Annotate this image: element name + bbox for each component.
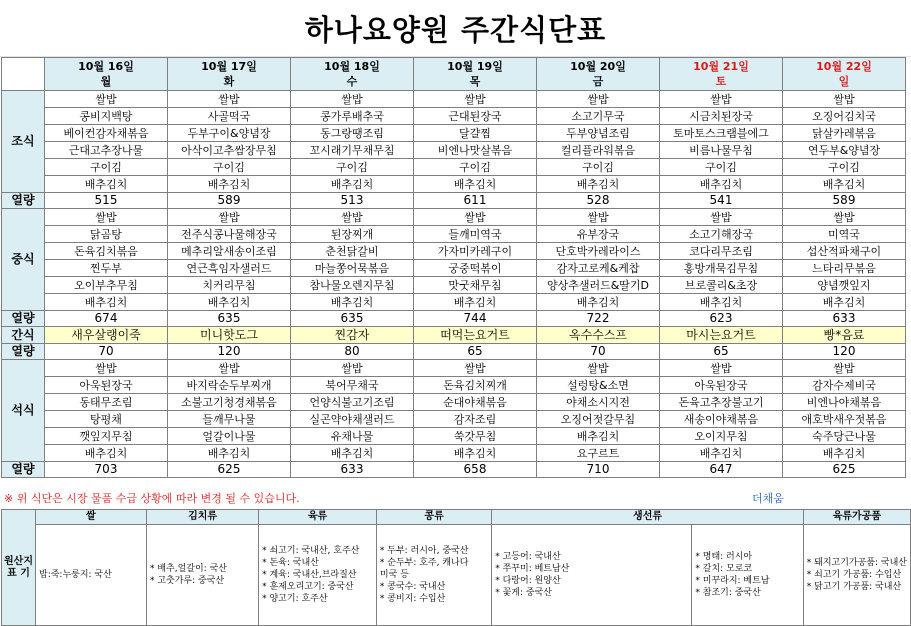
menu-item: 콩비지백탕 <box>45 108 168 125</box>
origin-line: * 닭고기 가공품: 국내산 <box>806 582 902 592</box>
origin-line: 밥:죽:누룽지: 국산 <box>39 570 112 580</box>
day-header <box>783 58 906 91</box>
origin-line: * 배추,얼갈이: 국산 <box>149 564 227 574</box>
menu-item: 사골떡국 <box>168 108 291 125</box>
day-date: 10월 20일 <box>570 60 626 73</box>
origin-line: * 미꾸라지: 베트남 <box>695 576 770 586</box>
menu-item: 배추김치 <box>45 176 168 193</box>
day-date: 10월 22일 <box>816 60 872 73</box>
calories-value: 589 <box>168 193 291 209</box>
menu-item: 구이김 <box>537 159 660 176</box>
origin-header: 김치류 <box>146 510 258 525</box>
origin-line: * 양고기: 호주산 <box>262 594 328 604</box>
menu-item: 실곤약야채샐러드 <box>291 411 414 428</box>
corner-cell <box>2 58 45 91</box>
menu-item: 메추리알새송이조림 <box>168 243 291 260</box>
menu-item: 마늘쫑어묵볶음 <box>291 260 414 277</box>
snack-item: 마시는요거트 <box>660 327 783 344</box>
menu-item: 돈육김치볶음 <box>45 243 168 260</box>
day-of-week: 월 <box>100 75 112 88</box>
day-date: 10월 19일 <box>447 60 503 73</box>
menu-item: 베이컨감자채볶음 <box>45 125 168 142</box>
menu-item: 비엔나야채볶음 <box>783 394 906 411</box>
menu-item: 닭살카레볶음 <box>783 125 906 142</box>
day-header <box>168 58 291 91</box>
day-header <box>45 58 168 91</box>
menu-item: 토마토스크램블에그 <box>660 125 783 142</box>
dinner-label: 석식 <box>2 360 45 462</box>
breakfast-row <box>2 159 906 176</box>
lunch-row <box>2 226 906 243</box>
menu-item: 설렁탕&소면 <box>537 377 660 394</box>
calories-value: 65 <box>414 344 537 360</box>
menu-item: 양념깻잎지 <box>783 277 906 294</box>
menu-item: 쌀밥 <box>45 91 168 108</box>
menu-item: 비름나물무침 <box>660 142 783 159</box>
menu-item: 찐두부 <box>45 260 168 277</box>
menu-item: 야채소시지전 <box>537 394 660 411</box>
menu-item: 소불고기청경채볶음 <box>168 394 291 411</box>
menu-item: 구이김 <box>291 159 414 176</box>
menu-item: 깻잎지무침 <box>45 428 168 445</box>
menu-item: 가자미카레구이 <box>414 243 537 260</box>
dinner-row <box>2 377 906 394</box>
origin-cell <box>803 525 910 626</box>
origin-header: 쌀 <box>36 510 147 525</box>
calories-label: 열량 <box>2 193 45 209</box>
origin-cell <box>376 525 491 626</box>
menu-item: 홍방개묵김무침 <box>660 260 783 277</box>
calories-value: 744 <box>414 311 537 327</box>
snack-item: 미니핫도그 <box>168 327 291 344</box>
menu-item: 쌀밥 <box>168 91 291 108</box>
calories-value: 513 <box>291 193 414 209</box>
menu-item: 아욱된장국 <box>45 377 168 394</box>
menu-item: 닭곰탕 <box>45 226 168 243</box>
menu-item: 바지락순두부찌개 <box>168 377 291 394</box>
menu-item: 배추김치 <box>414 445 537 462</box>
origin-line: * 쇠고기: 국내산, 호주산 <box>262 546 360 556</box>
day-of-week: 토 <box>715 75 727 88</box>
menu-item: 꼬시래기무채무침 <box>291 142 414 159</box>
day-date: 10월 18일 <box>324 60 380 73</box>
calories-label: 열량 <box>2 462 45 478</box>
menu-item: 브로콜리&초장 <box>660 277 783 294</box>
menu-item: 소고기무국 <box>537 108 660 125</box>
day-of-week: 목 <box>469 75 481 88</box>
dinner-row <box>2 445 906 462</box>
origin-header: 육류 <box>259 510 377 525</box>
day-header <box>660 58 783 91</box>
menu-item: 컬리플라워볶음 <box>537 142 660 159</box>
calories-value: 120 <box>168 344 291 360</box>
origin-line: * 쭈꾸미: 베트남산 <box>495 564 570 574</box>
calories-value: 625 <box>783 462 906 478</box>
menu-item: 언양식불고기조림 <box>291 394 414 411</box>
menu-item: 배추김치 <box>660 294 783 311</box>
menu-item: 근대고추장나물 <box>45 142 168 159</box>
day-header <box>537 58 660 91</box>
day-of-week: 수 <box>346 75 358 88</box>
origin-cell <box>146 525 258 626</box>
calories-value: 633 <box>291 462 414 478</box>
calories-value: 635 <box>168 311 291 327</box>
day-date: 10월 17일 <box>201 60 257 73</box>
menu-item: 쌀밥 <box>660 209 783 226</box>
lunch-calories-row <box>2 311 906 327</box>
menu-item: 새송이야채볶음 <box>660 411 783 428</box>
menu-item: 연근흑임자샐러드 <box>168 260 291 277</box>
menu-item: 쌀밥 <box>45 209 168 226</box>
day-header-row <box>2 58 906 91</box>
menu-item: 숙주당근나물 <box>783 428 906 445</box>
snack-label: 간식 <box>2 327 45 344</box>
menu-item: 오징어젓갈무침 <box>537 411 660 428</box>
menu-item: 맛굿채무침 <box>414 277 537 294</box>
day-header <box>291 58 414 91</box>
menu-item: 쌀밥 <box>291 360 414 377</box>
menu-item: 구이김 <box>45 159 168 176</box>
menu-item: 오이부추무침 <box>45 277 168 294</box>
origin-content-row <box>2 525 911 626</box>
menu-item: 동태무조림 <box>45 394 168 411</box>
menu-item: 배추김치 <box>783 176 906 193</box>
origin-line: * 돈육: 국내산 <box>262 558 319 568</box>
origin-line: * 콩국수: 국내산 <box>379 582 446 592</box>
menu-item: 배추김치 <box>168 176 291 193</box>
snack-item: 옥수수스프 <box>537 327 660 344</box>
menu-item: 돈육김치찌개 <box>414 377 537 394</box>
menu-item: 쌀밥 <box>45 360 168 377</box>
calories-value: 658 <box>414 462 537 478</box>
calories-value: 541 <box>660 193 783 209</box>
origin-label: 원산지 표 기 <box>2 510 36 626</box>
origin-cell <box>492 525 692 626</box>
menu-item: 단호박카레라이스 <box>537 243 660 260</box>
origin-line: * 꽃게: 중국산 <box>495 588 552 598</box>
menu-item: 얼갈이나물 <box>168 428 291 445</box>
origin-header: 콩류 <box>376 510 491 525</box>
calories-value: 528 <box>537 193 660 209</box>
menu-item: 동그랑땡조림 <box>291 125 414 142</box>
menu-item: 두부양념조림 <box>537 125 660 142</box>
menu-item: 쌀밥 <box>783 360 906 377</box>
lunch-row <box>2 277 906 294</box>
menu-item: 쌀밥 <box>660 360 783 377</box>
menu-item: 배추김치 <box>291 445 414 462</box>
menu-item: 쌀밥 <box>168 209 291 226</box>
snack-item: 새우살랭이죽 <box>45 327 168 344</box>
menu-item: 근대된장국 <box>414 108 537 125</box>
menu-item: 된장찌개 <box>291 226 414 243</box>
menu-item: 쌀밥 <box>537 209 660 226</box>
day-date: 10월 16일 <box>78 60 134 73</box>
menu-item: 쌀밥 <box>168 360 291 377</box>
menu-item: 들깨미역국 <box>414 226 537 243</box>
calories-value: 120 <box>783 344 906 360</box>
day-date: 10월 21일 <box>693 60 749 73</box>
menu-item: 배추김치 <box>414 176 537 193</box>
menu-item: 요구르트 <box>537 445 660 462</box>
menu-item: 쌀밥 <box>537 91 660 108</box>
menu-item: 배추김치 <box>168 294 291 311</box>
origin-line: * 명태: 러시아 <box>695 552 753 562</box>
calories-value: 674 <box>45 311 168 327</box>
menu-item: 달걀찜 <box>414 125 537 142</box>
menu-item: 춘천닭갈비 <box>291 243 414 260</box>
day-header <box>414 58 537 91</box>
origin-header: 생선류 <box>492 510 804 525</box>
menu-item: 전주식콩나물해장국 <box>168 226 291 243</box>
origin-line: * 계육: 국내산,브라질산 <box>262 570 357 580</box>
menu-item: 쌀밥 <box>660 91 783 108</box>
snack-row <box>2 327 906 344</box>
calories-value: 70 <box>45 344 168 360</box>
menu-item: 배추김치 <box>414 294 537 311</box>
menu-item: 궁중떡볶이 <box>414 260 537 277</box>
breakfast-row <box>2 108 906 125</box>
origin-line: * 훈제오리고기: 중국산 <box>262 582 354 592</box>
dinner-calories-row <box>2 462 906 478</box>
menu-item: 아욱된장국 <box>660 377 783 394</box>
origin-cell <box>36 525 147 626</box>
menu-item: 치커리무침 <box>168 277 291 294</box>
sheet-gridline <box>0 56 911 57</box>
calories-label: 열량 <box>2 311 45 327</box>
dinner-row <box>2 394 906 411</box>
menu-item: 배추김치 <box>168 445 291 462</box>
menu-item: 배추김치 <box>660 176 783 193</box>
menu-item: 비엔나맛살볶음 <box>414 142 537 159</box>
day-of-week: 일 <box>838 75 850 88</box>
breakfast-row <box>2 176 906 193</box>
origin-line: * 고춧가루: 중국산 <box>149 576 225 586</box>
menu-item: 두부구이&양념장 <box>168 125 291 142</box>
menu-item: 들깨무나물 <box>168 411 291 428</box>
change-notice: ※ 위 식단은 시장 물품 수급 상황에 따라 변경 될 수 있습니다. <box>4 492 300 505</box>
lunch-label: 중식 <box>2 209 45 311</box>
lunch-row <box>2 209 906 226</box>
origin-table <box>1 509 911 626</box>
menu-item: 양상추샐러드&딸기D <box>537 277 660 294</box>
menu-item: 배추김치 <box>45 294 168 311</box>
weekly-menu-table <box>1 57 906 478</box>
menu-item: 쌀밥 <box>414 91 537 108</box>
breakfast-row <box>2 125 906 142</box>
calories-value: 589 <box>783 193 906 209</box>
breakfast-row <box>2 91 906 108</box>
calories-value: 80 <box>291 344 414 360</box>
snack-calories-row <box>2 344 906 360</box>
calories-label: 열량 <box>2 344 45 360</box>
menu-item: 느타리무볶음 <box>783 260 906 277</box>
menu-item: 쌀밥 <box>537 360 660 377</box>
origin-cell <box>692 525 803 626</box>
origin-line: * 고등어: 국내산 <box>495 552 561 562</box>
origin-header-row <box>2 510 911 525</box>
day-of-week: 화 <box>223 75 235 88</box>
menu-item: 시금치된장국 <box>660 108 783 125</box>
menu-item: 배추김치 <box>660 445 783 462</box>
menu-item: 배추김치 <box>291 176 414 193</box>
menu-item: 연두부&양념장 <box>783 142 906 159</box>
menu-item: 오징어김치국 <box>783 108 906 125</box>
origin-line: * 순두부: 호주, 캐나다 <box>379 558 469 568</box>
snack-item: 빵*음료 <box>783 327 906 344</box>
breakfast-calories-row <box>2 193 906 209</box>
menu-item: 오이지무침 <box>660 428 783 445</box>
calories-value: 722 <box>537 311 660 327</box>
menu-item: 쌀밥 <box>783 209 906 226</box>
menu-item: 쑥갓무침 <box>414 428 537 445</box>
page-title: 하나요양원 주간식단표 <box>0 0 911 57</box>
menu-item: 구이김 <box>168 159 291 176</box>
origin-line: * 갈치: 모로코 <box>695 564 753 574</box>
calories-value: 623 <box>660 311 783 327</box>
snack-item: 찐감자 <box>291 327 414 344</box>
breakfast-row <box>2 142 906 159</box>
menu-item: 배추김치 <box>783 294 906 311</box>
calories-value: 611 <box>414 193 537 209</box>
menu-item: 쌀밥 <box>414 360 537 377</box>
calories-value: 633 <box>783 311 906 327</box>
menu-item: 쌀밥 <box>783 91 906 108</box>
menu-item: 돈육고추장불고기 <box>660 394 783 411</box>
menu-item: 배추김치 <box>783 445 906 462</box>
origin-line: * 콩비지: 수입산 <box>379 594 446 604</box>
menu-item: 감자고로케&케찹 <box>537 260 660 277</box>
calories-value: 635 <box>291 311 414 327</box>
calories-value: 65 <box>660 344 783 360</box>
menu-item: 배추김치 <box>45 445 168 462</box>
lunch-row <box>2 243 906 260</box>
origin-line: * 두부: 러시아, 중국산 <box>379 546 469 556</box>
menu-item: 구이김 <box>414 159 537 176</box>
dinner-row <box>2 360 906 377</box>
menu-item: 감자수제비국 <box>783 377 906 394</box>
calories-value: 647 <box>660 462 783 478</box>
calories-value: 70 <box>537 344 660 360</box>
dinner-row <box>2 411 906 428</box>
menu-item: 유채나물 <box>291 428 414 445</box>
calories-value: 710 <box>537 462 660 478</box>
menu-item: 코다리무조림 <box>660 243 783 260</box>
menu-item: 쌀밥 <box>291 91 414 108</box>
menu-item: 배추김치 <box>291 294 414 311</box>
lunch-row <box>2 294 906 311</box>
menu-item: 북어무채국 <box>291 377 414 394</box>
menu-item: 배추김치 <box>537 428 660 445</box>
origin-line: 미국 등 <box>379 570 409 580</box>
menu-item: 쌀밥 <box>414 209 537 226</box>
menu-item: 구이김 <box>660 159 783 176</box>
menu-item: 감자조림 <box>414 411 537 428</box>
day-of-week: 금 <box>592 75 604 88</box>
menu-item: 쌀밥 <box>291 209 414 226</box>
menu-item: 아삭이고추쌈장무침 <box>168 142 291 159</box>
menu-item: 소고기해장국 <box>660 226 783 243</box>
origin-line: * 쇠고기 가공품: 수입산 <box>806 570 902 580</box>
menu-item: 애호박새우젓볶음 <box>783 411 906 428</box>
menu-item: 미역국 <box>783 226 906 243</box>
calories-value: 703 <box>45 462 168 478</box>
origin-header: 육류가공품 <box>803 510 910 525</box>
lunch-row <box>2 260 906 277</box>
snack-item: 떠먹는요거트 <box>414 327 537 344</box>
more-link[interactable]: 더채움 <box>752 492 784 505</box>
origin-line: * 참조기: 중국산 <box>695 588 761 598</box>
menu-item: 배추김치 <box>537 176 660 193</box>
menu-item: 참나물오렌지무침 <box>291 277 414 294</box>
dinner-row <box>2 428 906 445</box>
origin-line: * 다랑어: 원양산 <box>495 576 561 586</box>
menu-item: 탕평채 <box>45 411 168 428</box>
menu-item: 유부장국 <box>537 226 660 243</box>
menu-item: 배추김치 <box>537 294 660 311</box>
calories-value: 515 <box>45 193 168 209</box>
menu-item: 순대야채볶음 <box>414 394 537 411</box>
origin-line: * 돼지고기가공품: 국내산 <box>806 558 907 568</box>
calories-value: 625 <box>168 462 291 478</box>
menu-item: 섭산적파채구이 <box>783 243 906 260</box>
origin-cell <box>259 525 377 626</box>
menu-item: 콩가루배추국 <box>291 108 414 125</box>
menu-item: 구이김 <box>783 159 906 176</box>
breakfast-label: 조식 <box>2 91 45 193</box>
